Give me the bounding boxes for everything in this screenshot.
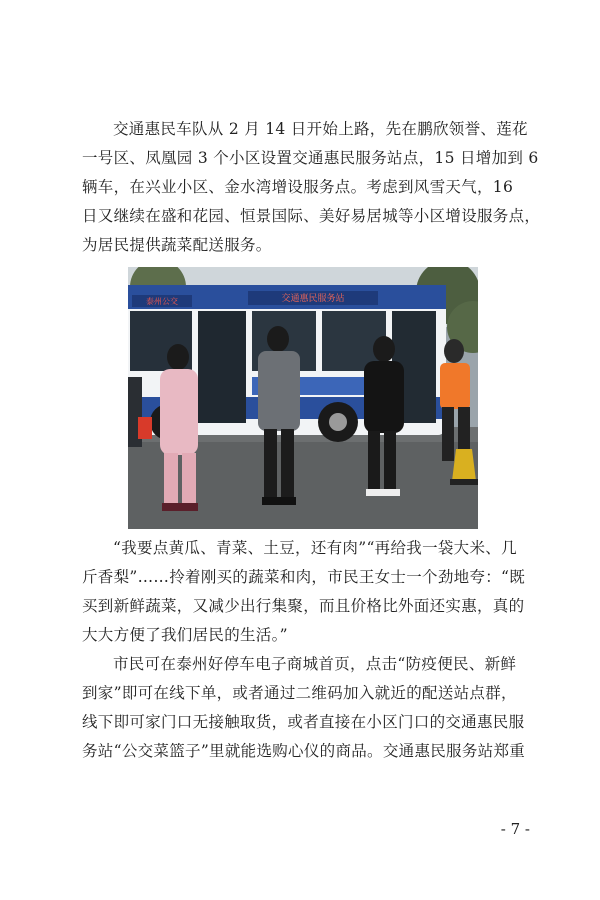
text-line: 为居民提供蔬菜配送服务。 <box>82 236 272 254</box>
text-line: 日又继续在盛和花园、恒景国际、美好易居城等小区增设服务点， <box>82 207 541 225</box>
bus-front-sign: 泰州公交 <box>146 297 178 306</box>
bus-service-photo <box>128 267 478 529</box>
text-line: 大大方便了我们居民的生活。” <box>82 626 288 644</box>
paragraph-bus-schedule <box>82 115 541 260</box>
text-line: 斤香梨”……拎着刚买的蔬菜和肉，市民王女士一个劲地夸：“既 <box>82 568 526 586</box>
text-line: “我要点黄瓜、青菜、土豆，还有肉”“再给我一袋大米、几 <box>113 539 517 557</box>
text-line: 交通惠民车队从 2 月 14 日开始上路，先在鹏欣领誉、莲花 <box>113 120 528 138</box>
paragraph-ordering-info <box>82 650 524 766</box>
paragraph-resident-quote <box>82 534 524 650</box>
text-line: 务站“公交菜篮子”里就能选购心仪的商品。交通惠民服务站郑重 <box>82 742 526 760</box>
page-number: - 7 - <box>500 820 530 838</box>
text-line: 一号区、凤凰园 3 个小区设置交通惠民服务站点，15 日增加到 6 <box>82 149 539 167</box>
text-line: 线下即可家门口无接触取货，或者直接在小区门口的交通惠民服 <box>82 713 525 731</box>
text-line: 买到新鲜蔬菜，又减少出行集聚，而且价格比外面还实惠，真的 <box>82 597 525 615</box>
text-line: 辆车，在兴业小区、金水湾增设服务点。考虑到风雪天气，16 <box>82 178 514 196</box>
text-line: 市民可在泰州好停车电子商城首页，点击“防疫便民、新鲜 <box>113 655 517 673</box>
bus-side-sign: 交通惠民服务站 <box>281 294 345 304</box>
text-line: 到家”即可在线下单，或者通过二维码加入就近的配送站点群， <box>82 684 517 702</box>
